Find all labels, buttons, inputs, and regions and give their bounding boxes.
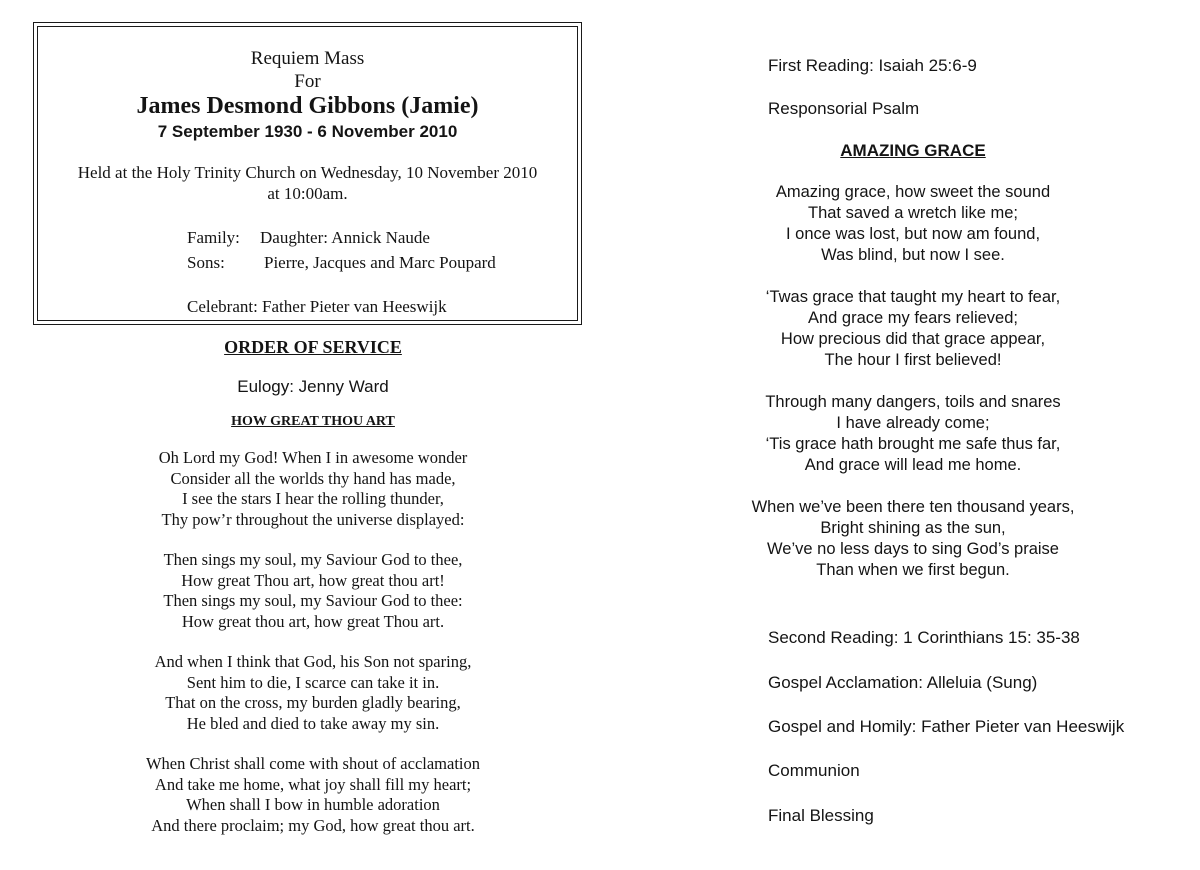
hymn-line: Than when we first begun. <box>816 561 1010 579</box>
hymn-line: How great thou art, how great Thou art. <box>181 611 445 631</box>
hymn-line: Through many dangers, toils and snares <box>765 393 1061 411</box>
hymn-line: Bright shining as the sun, <box>820 519 1006 537</box>
hymn-line: Was blind, but now I see. <box>821 246 1005 264</box>
hymn-stanza <box>33 652 593 734</box>
hymn-stanza <box>33 448 593 530</box>
family-label: Family: <box>187 228 240 247</box>
celebrant: Celebrant: Father Pieter van Heeswijk <box>187 297 447 316</box>
hymn-stanza <box>713 182 1113 266</box>
hymn-stanza <box>33 754 593 836</box>
second-reading: Second Reading: 1 Corinthians 15: 35-38 <box>768 628 1080 647</box>
hymn-line: I once was lost, but now am found, <box>785 225 1041 243</box>
hymn-line: Amazing grace, how sweet the sound <box>775 183 1051 201</box>
hymn-title-how-great-thou-art: HOW GREAT THOU ART <box>231 414 395 429</box>
hymn-line: And there proclaim; my God, how great thou art. <box>151 815 475 835</box>
hymn-line: Thy pow’r throughout the universe displayed: <box>161 509 465 529</box>
hymn-stanza <box>713 287 1113 371</box>
order-of-service-title: ORDER OF SERVICE <box>224 337 402 357</box>
hymn-line: How great Thou art, how great thou art! <box>181 570 445 590</box>
hymn-line: And take me home, what joy shall fill my heart; <box>154 774 472 794</box>
hymn-line: And grace my fears relieved; <box>807 309 1018 327</box>
hymn-line: ‘Tis grace hath brought me safe thus far, <box>765 435 1061 453</box>
hymn-line: ‘Twas grace that taught my heart to fear, <box>765 288 1061 306</box>
gospel-and-homily: Gospel and Homily: Father Pieter van Heeswijk <box>768 717 1125 736</box>
requiem-mass-heading: Requiem Mass <box>250 48 365 69</box>
hymn-stanza <box>713 392 1113 476</box>
eulogy-item: Eulogy: Jenny Ward <box>237 377 389 396</box>
hymn-line: That on the cross, my burden gladly bearing, <box>165 693 461 712</box>
hymn-line: How precious did that grace appear, <box>780 330 1046 348</box>
hymn-line: That saved a wretch like me; <box>807 204 1018 222</box>
life-dates: 7 September 1930 - 6 November 2010 <box>157 122 458 141</box>
hymn-line: When shall I bow in humble adoration <box>186 795 440 814</box>
hymn-line: When we’ve been there ten thousand years, <box>751 498 1075 516</box>
hymn-stanza <box>33 550 593 632</box>
hymn-line: And grace will lead me home. <box>804 456 1022 474</box>
hymn-line: Oh Lord my God! When I in awesome wonder <box>158 448 468 467</box>
final-blessing: Final Blessing <box>768 806 874 825</box>
header-inner-frame <box>37 26 578 321</box>
hymn-title-amazing-grace: AMAZING GRACE <box>840 141 986 160</box>
hymn-stanza <box>713 497 1113 581</box>
hymn-line: And when I think that God, his Son not sparing, <box>154 652 472 671</box>
family-value: Daughter: Annick Naude <box>260 228 430 247</box>
hymn-line: When Christ shall come with shout of acclamation <box>145 754 481 773</box>
hymn-line: Then sings my soul, my Saviour God to thee: <box>163 591 463 610</box>
hymn-line: I see the stars I hear the rolling thunder, <box>182 489 444 508</box>
hymn-line: The hour I first believed! <box>824 351 1002 369</box>
first-reading: First Reading: Isaiah 25:6-9 <box>768 56 977 75</box>
service-time: at 10:00am. <box>267 184 348 203</box>
communion: Communion <box>768 761 860 780</box>
header-box <box>33 22 582 325</box>
venue-text: Held at the Holy Trinity Church on Wednesday, 10 November 2010 <box>77 163 538 182</box>
hymn-line: He bled and died to take away my sin. <box>186 713 440 733</box>
deceased-name: James Desmond Gibbons (Jamie) <box>136 93 479 119</box>
responsorial-psalm: Responsorial Psalm <box>768 99 920 118</box>
hymn-line: Consider all the worlds thy hand has made, <box>170 468 456 488</box>
hymn-how-great-thou-art <box>33 448 593 856</box>
hymn-line: Then sings my soul, my Saviour God to thee, <box>163 550 463 569</box>
hymn-line: We’ve no less days to sing God’s praise <box>767 540 1059 558</box>
hymn-line: I have already come; <box>836 414 990 432</box>
for-label: For <box>294 71 321 92</box>
hymn-amazing-grace <box>713 182 1113 602</box>
sons-value: Pierre, Jacques and Marc Poupard <box>264 253 496 272</box>
gospel-acclamation: Gospel Acclamation: Alleluia (Sung) <box>768 673 1038 692</box>
hymn-line: Sent him to die, I scarce can take it in. <box>186 672 440 692</box>
sons-label: Sons: <box>187 253 225 272</box>
